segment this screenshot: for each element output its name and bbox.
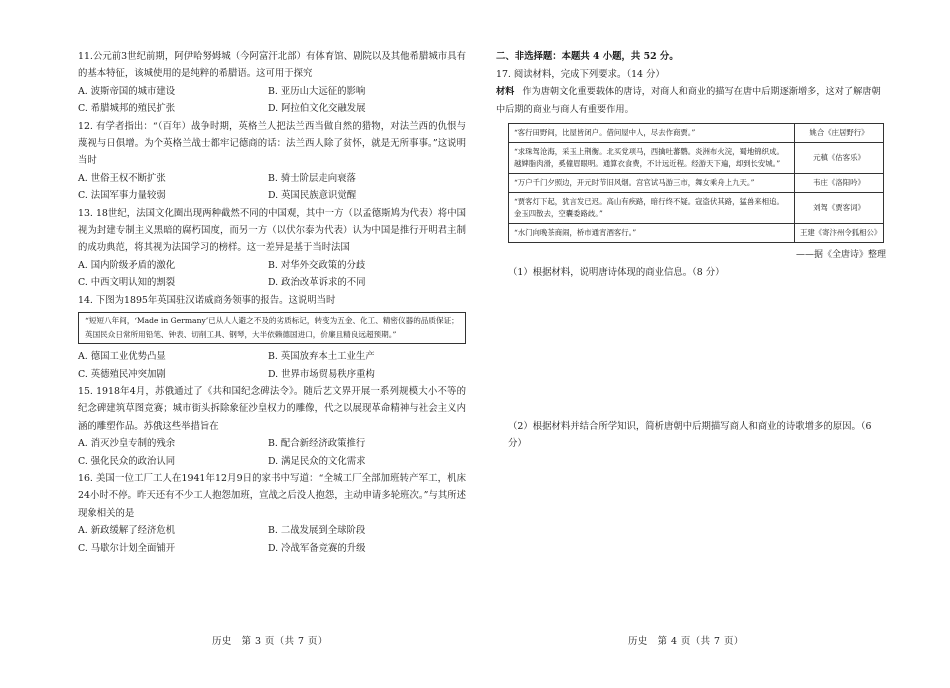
question-12 bbox=[78, 118, 466, 205]
option-b: B. 英国放弃本土工业生产 bbox=[268, 351, 375, 363]
left-page-footer: 历史 第 3 页（共 7 页） bbox=[212, 636, 328, 647]
options bbox=[78, 170, 466, 205]
left-page bbox=[78, 48, 466, 557]
poems-table bbox=[508, 123, 884, 243]
poem-source: 刘驾《贾客词》 bbox=[795, 193, 884, 224]
option-b: B. 骑士阶层走向衰落 bbox=[268, 172, 356, 184]
material-text: 作为唐朝文化重要载体的唐诗，对商人和商业的描写在唐中后期逐渐增多，这对了解唐朝中后期的商业与商人有重要作用。 bbox=[496, 86, 881, 116]
section-title: 二、非选择题：本题共 4 小题，共 52 分。 bbox=[496, 51, 679, 62]
poem-text: “客行田野间，比屋皆闭户。借问屋中人，尽去作商贾。” bbox=[509, 124, 795, 143]
question-stem: 13. 18世纪，法国文化圈出现两种截然不同的中国观，其中一方（以孟德斯鸠为代表）将中国视为封建专制主义黑暗的腐朽国度，而另一方（以伏尔泰为代表）认为中国是推行开明君主制的成功典范，将其视为法国学习的榜样。这一差异是基于当时法国 bbox=[78, 207, 466, 254]
option-c: C. 法国军事力量较弱 bbox=[78, 190, 166, 202]
question-16 bbox=[78, 470, 466, 557]
option-c: C. 英德殖民冲突加剧 bbox=[78, 368, 166, 380]
source-note: ——据《全唐诗》整理 bbox=[795, 250, 886, 261]
poem-text: “求珠驾沧海，采玉上荆衡。北买党项马，西擒吐蕃鹦。炎洲布火浣，蜀地锦织成。越婢脂肉滑，奚僮眉眼明。通算衣食费，不计远近程。经游天下遍，却到长安城。” bbox=[509, 143, 795, 174]
table-row bbox=[509, 224, 884, 243]
option-a: A. 新政缓解了经济危机 bbox=[78, 525, 176, 537]
question-11 bbox=[78, 48, 466, 118]
table-row bbox=[509, 124, 884, 143]
options bbox=[78, 522, 466, 557]
poem-text: “万户千门夕照边，开元时节旧风烟。宫官试马游三市，舞女乘舟上九天。” bbox=[509, 174, 795, 193]
question-stem: 12. 有学者指出：“（百年）战争时期，英格兰人把法兰西当做自然的猎物，对法兰西的仇恨与蔑视与日俱增。为个英格兰战士都牢记德商的话：法兰西人除了贫怀，就是无所事事。”这说明当时 bbox=[78, 120, 466, 167]
question-stem: 14. 下图为1895年英国驻汉诺威商务领事的报告。这说明当时 bbox=[78, 294, 336, 306]
material-paragraph bbox=[496, 83, 888, 119]
option-d: D. 冷战军备竞赛的升级 bbox=[268, 542, 366, 554]
table-row bbox=[509, 174, 884, 193]
sub-question-2: （2）根据材料并结合所学知识，简析唐朝中后期描写商人和商业的诗歌增多的原因。（6 分） bbox=[508, 421, 872, 450]
poem-text: “贾客灯下起，犹言发已迟。高山有疾路，暗行终不疑。寇盗伏其路，猛兽来相追。金玉四散去，空囊委路歧。” bbox=[509, 193, 795, 224]
option-d: D. 世界市场贸易秩序重构 bbox=[268, 368, 375, 380]
options bbox=[78, 435, 466, 470]
question-13 bbox=[78, 205, 466, 292]
report-quote-box: “短短八年间，‘Made in Germany’已从人人避之不及的劣质标记，转变为五金、化工、精密仪器的品质保证；英国民众日常所用铅笔、钟表、切削工具、钢琴，大半依赖德国进口，价廉且精良远超预期。” bbox=[78, 312, 466, 344]
question-stem: 11.公元前3世纪前期，阿伊哈努姆城（今阿富汗北部）有体育馆、剧院以及其他希腊城市具有的基本特征，该城使用的是纯粹的希腊语。这可用于探究 bbox=[78, 51, 466, 80]
option-c: C. 希腊城邦的殖民扩张 bbox=[78, 103, 176, 115]
option-a: A. 德国工业优势凸显 bbox=[78, 351, 166, 363]
answer-space-1 bbox=[496, 281, 888, 418]
option-a: A. 国内阶级矛盾的激化 bbox=[78, 259, 176, 271]
option-d: D. 英国民族意识觉醒 bbox=[268, 190, 357, 202]
poem-source: 元稹《估客乐》 bbox=[795, 143, 884, 174]
option-c: C. 中西文明认知的割裂 bbox=[78, 277, 176, 289]
option-d: D. 阿拉伯文化交融发展 bbox=[268, 103, 366, 115]
question-15 bbox=[78, 383, 466, 470]
poem-source: 韦庄《洛阳吟》 bbox=[795, 174, 884, 193]
question-stem: 15. 1918年4月，苏俄通过了《共和国纪念碑法令》。随后艺文界开展一系列规模大小不等的纪念碑建筑草图竞赛；城市街头拆除象征沙皇权力的雕像，代之以展现革命精神与社会主义内涵的雕塑作品。苏俄这些举措旨在 bbox=[78, 385, 466, 432]
options bbox=[78, 83, 466, 118]
option-c: C. 马歇尔计划全面铺开 bbox=[78, 542, 176, 554]
option-a: A. 波斯帝国的城市建设 bbox=[78, 85, 176, 97]
options bbox=[78, 257, 466, 292]
material-label: 材料 bbox=[496, 86, 515, 98]
table-row bbox=[509, 193, 884, 224]
option-a: A. 世俗王权不断扩张 bbox=[78, 172, 166, 184]
table-row bbox=[509, 143, 884, 174]
poem-text: “水门向晚茶商闹，桥市通宵酒客行。” bbox=[509, 224, 795, 243]
sub-question-1: （1）根据材料，说明唐诗体现的商业信息。（8 分） bbox=[508, 267, 725, 279]
option-b: B. 配合新经济政策推行 bbox=[268, 438, 366, 450]
question-stem: 16. 美国一位工厂工人在1941年12月9日的家书中写道：“全城工厂全部加班转产军工，机床24小时不停。昨天还有不少工人抱怨加班，宣战之后没人抱怨，主动申请多轮班次。”与其所述现象相关的是 bbox=[78, 472, 466, 519]
option-b: B. 二战发展到全球阶段 bbox=[268, 525, 366, 537]
option-b: B. 亚历山大远征的影响 bbox=[268, 85, 366, 97]
options bbox=[78, 348, 466, 383]
question-17-title: 17. 阅读材料，完成下列要求。（14 分） bbox=[496, 69, 665, 80]
option-d: D. 政治改革诉求的不同 bbox=[268, 277, 366, 289]
option-a: A. 消灭沙皇专制的残余 bbox=[78, 438, 176, 450]
right-page bbox=[496, 48, 888, 452]
poem-source: 王建《寄汴州令狐相公》 bbox=[795, 224, 884, 243]
right-page-footer: 历史 第 4 页（共 7 页） bbox=[628, 636, 744, 647]
question-14 bbox=[78, 292, 466, 383]
option-b: B. 对华外交政策的分歧 bbox=[268, 259, 366, 271]
option-d: D. 满足民众的文化需求 bbox=[268, 455, 366, 467]
poem-source: 姚合《庄居野行》 bbox=[795, 124, 884, 143]
option-c: C. 强化民众的政治认同 bbox=[78, 455, 176, 467]
